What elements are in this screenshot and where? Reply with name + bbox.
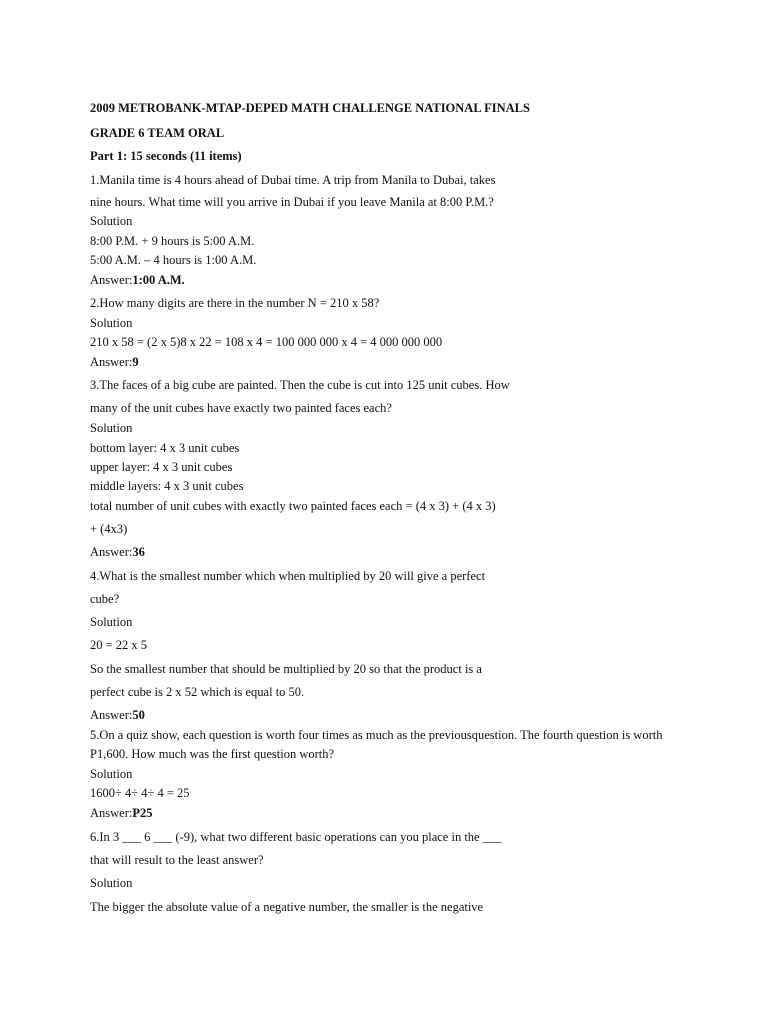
solution-label-5: Solution [90,767,133,781]
solution-label-4: Solution [90,615,133,629]
solution-4-line-2: So the smallest number that should be multiplied by 20 so that the product is a [90,662,482,676]
solution-1-line-1: 8:00 P.M. + 9 hours is 5:00 A.M. [90,234,255,248]
solution-3-line-1: bottom layer: 4 x 3 unit cubes [90,441,240,455]
question-6-line-2: that will result to the least answer? [90,853,264,867]
question-3-line-1: 3.The faces of a big cube are painted. Then the cube is cut into 125 unit cubes. How [90,378,510,392]
answer-label: Answer: [90,273,133,287]
solution-1-line-2: 5:00 A.M. – 4 hours is 1:00 A.M. [90,253,257,267]
question-4-line-1: 4.What is the smallest number which when multiplied by 20 will give a perfect [90,569,486,583]
answer-label: Answer: [90,355,133,369]
answer-3 [90,544,145,560]
solution-3-line-2: upper layer: 4 x 3 unit cubes [90,460,233,474]
solution-3-line-3: middle layers: 4 x 3 unit cubes [90,479,244,493]
question-2-line-1: 2.How many digits are there in the number N = 210 x 58? [90,296,380,310]
question-1-line-2: nine hours. What time will you arrive in Dubai if you leave Manila at 8:00 P.M.? [90,195,494,209]
solution-3-line-5: + (4x3) [90,522,128,536]
question-5-line-1: 5.On a quiz show, each question is worth four times as much as the previousquestion. The fourth question is worth [90,728,663,742]
answer-value: 9 [132,355,139,369]
answer-value: 1:00 A.M. [132,273,185,287]
document-title: 2009 METROBANK-MTAP-DEPED MATH CHALLENGE NATIONAL FINALS [90,101,530,115]
solution-label-6: Solution [90,876,133,890]
document-subtitle: GRADE 6 TEAM ORAL [90,126,225,140]
solution-4-line-1: 20 = 22 x 5 [90,638,148,652]
part-heading: Part 1: 15 seconds (11 items) [90,149,242,163]
question-5-line-2: P1,600. How much was the first question worth? [90,747,335,761]
solution-5-line-1: 1600÷ 4÷ 4÷ 4 = 25 [90,786,190,800]
answer-value: 50 [132,708,145,722]
answer-label: Answer: [90,806,133,820]
answer-value: 36 [132,545,145,559]
solution-label-1: Solution [90,214,133,228]
answer-5 [90,805,153,821]
answer-2 [90,354,139,370]
solution-2-line-1: 210 x 58 = (2 x 5)8 x 22 = 108 x 4 = 100 000 000 x 4 = 4 000 000 000 [90,335,443,349]
solution-3-line-4: total number of unit cubes with exactly two painted faces each = (4 x 3) + (4 x 3) [90,499,496,513]
question-3-line-2: many of the unit cubes have exactly two painted faces each? [90,401,392,415]
question-6-line-1: 6.In 3 ___ 6 ___ (-9), what two different basic operations can you place in the ___ [90,830,502,844]
question-1-line-1: 1.Manila time is 4 hours ahead of Dubai time. A trip from Manila to Dubai, takes [90,173,496,187]
question-4-line-2: cube? [90,592,120,606]
solution-label-3: Solution [90,421,133,435]
solution-4-line-3: perfect cube is 2 x 52 which is equal to 50. [90,685,305,699]
answer-label: Answer: [90,545,133,559]
solution-label-2: Solution [90,316,133,330]
answer-1 [90,272,185,288]
answer-4 [90,707,145,723]
answer-value: P25 [132,806,153,820]
answer-label: Answer: [90,708,133,722]
solution-6-line-1: The bigger the absolute value of a negative number, the smaller is the negative [90,900,484,914]
